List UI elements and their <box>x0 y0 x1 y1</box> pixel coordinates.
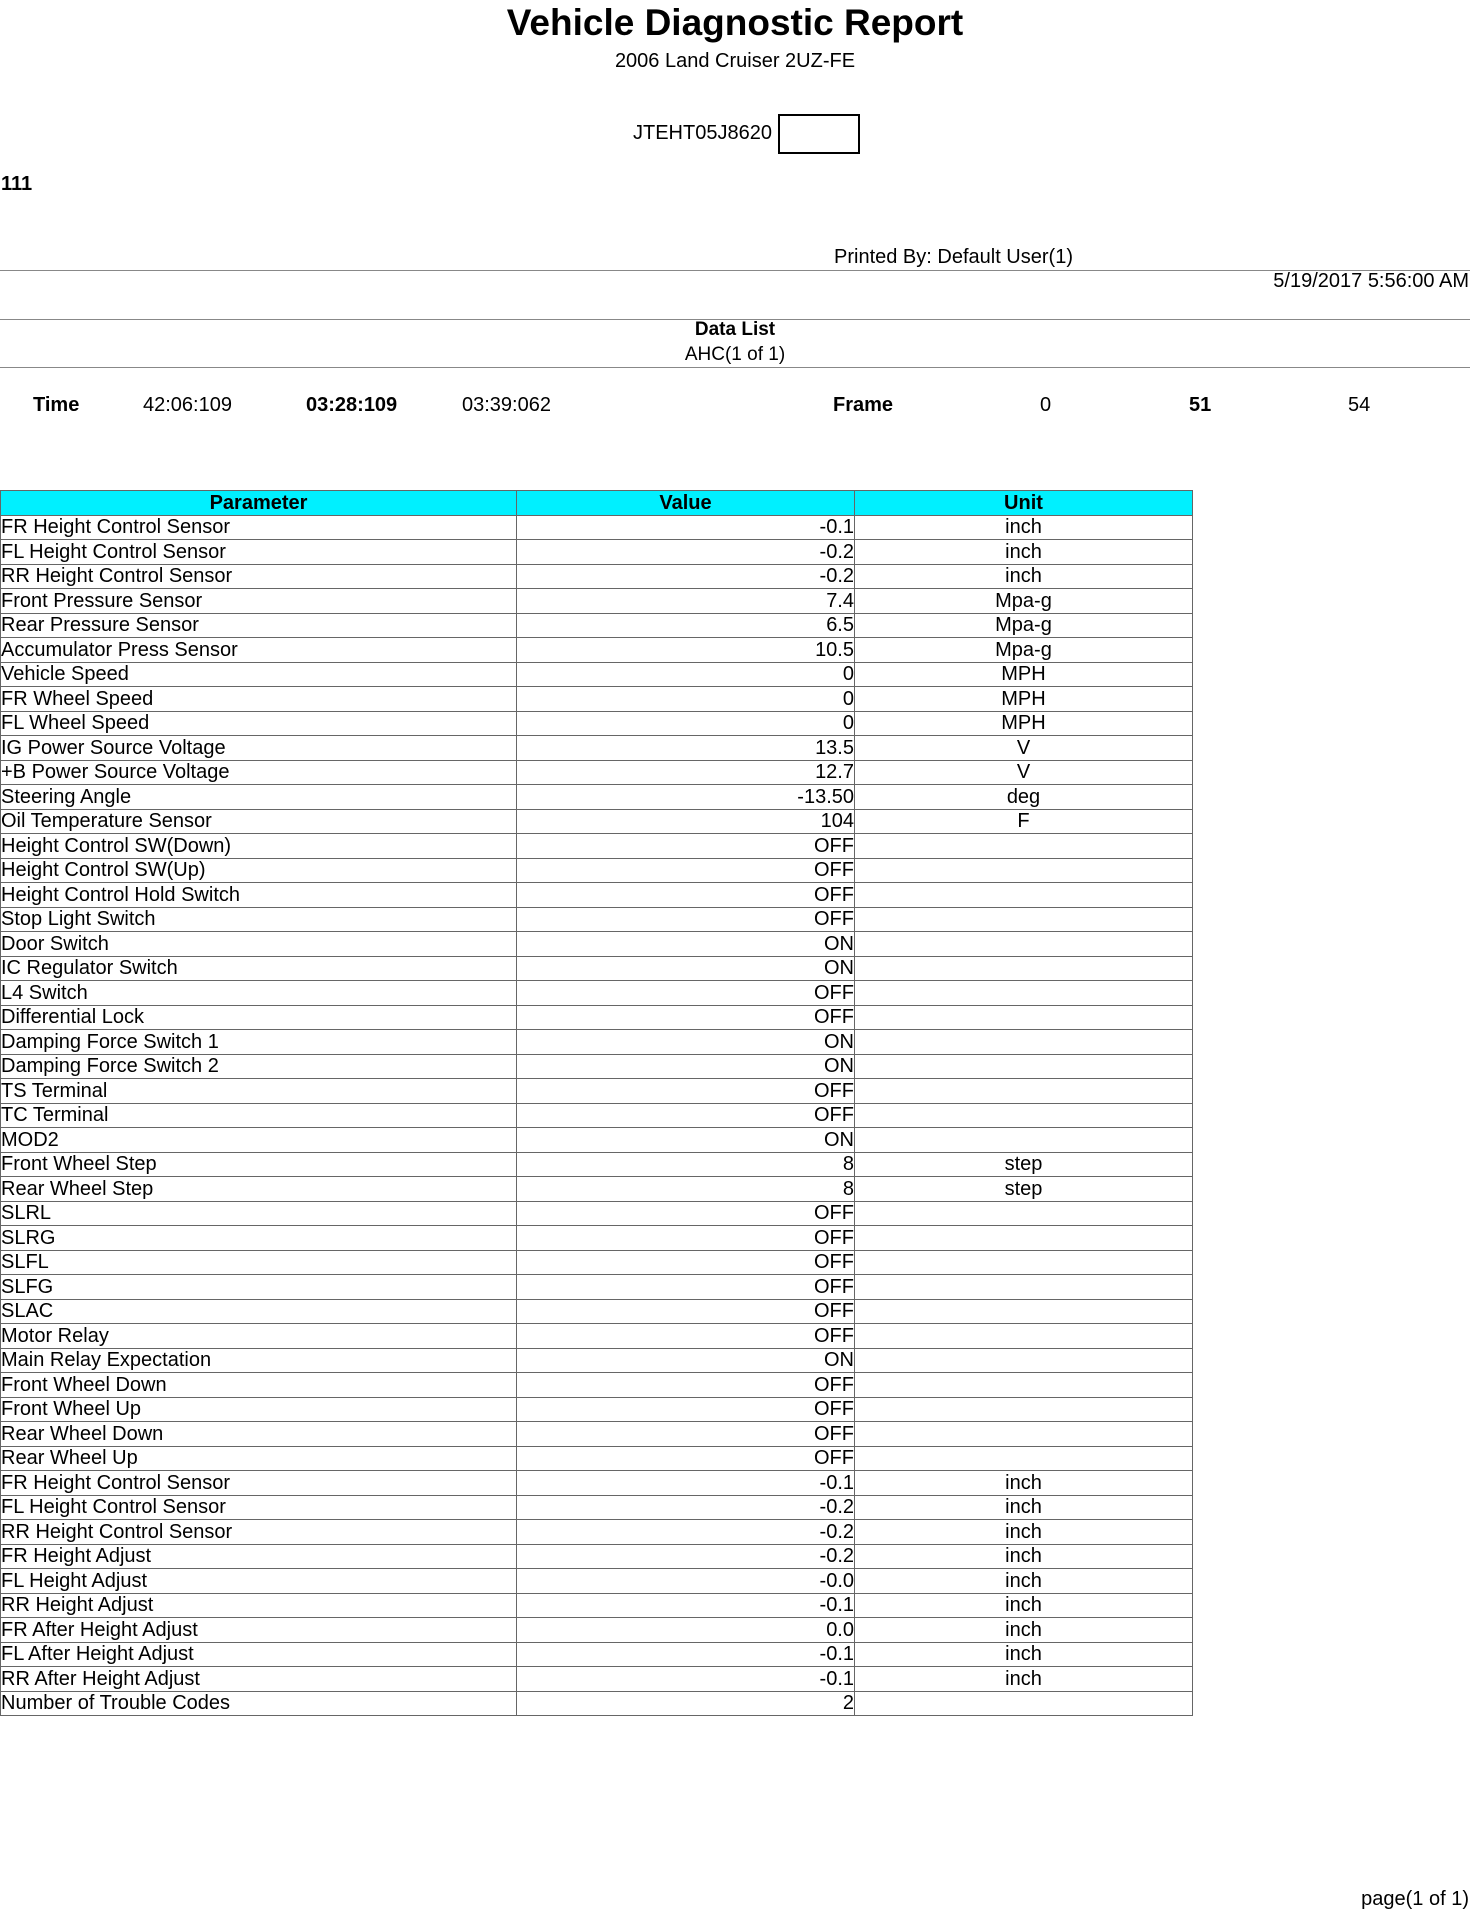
value-cell: ON <box>517 956 855 981</box>
value-cell: 12.7 <box>517 760 855 785</box>
value-cell: OFF <box>517 1422 855 1447</box>
parameter-cell: Height Control SW(Up) <box>1 858 517 883</box>
parameter-cell: MOD2 <box>1 1128 517 1153</box>
parameter-cell: TS Terminal <box>1 1079 517 1104</box>
value-cell: 6.5 <box>517 613 855 638</box>
value-cell: OFF <box>517 1299 855 1324</box>
parameter-cell: Number of Trouble Codes <box>1 1691 517 1716</box>
value-cell: OFF <box>517 1275 855 1300</box>
table-row <box>1 834 1193 859</box>
value-cell: -0.2 <box>517 1520 855 1545</box>
unit-cell: V <box>855 736 1193 761</box>
unit-cell <box>855 1275 1193 1300</box>
unit-cell: inch <box>855 1569 1193 1594</box>
unit-cell <box>855 932 1193 957</box>
parameter-cell: Rear Wheel Down <box>1 1422 517 1447</box>
parameter-cell: Front Wheel Up <box>1 1397 517 1422</box>
value-cell: OFF <box>517 1324 855 1349</box>
parameter-cell: Differential Lock <box>1 1005 517 1030</box>
divider <box>0 270 1470 271</box>
unit-cell: Mpa-g <box>855 638 1193 663</box>
unit-cell <box>855 1103 1193 1128</box>
value-cell: OFF <box>517 1005 855 1030</box>
parameter-cell: FL Height Adjust <box>1 1569 517 1594</box>
value-cell: 0 <box>517 662 855 687</box>
table-row <box>1 1177 1193 1202</box>
value-cell: OFF <box>517 883 855 908</box>
value-cell: 0 <box>517 711 855 736</box>
unit-cell: F <box>855 809 1193 834</box>
unit-cell <box>855 1299 1193 1324</box>
parameter-cell: SLFL <box>1 1250 517 1275</box>
parameter-cell: SLRL <box>1 1201 517 1226</box>
table-row <box>1 1422 1193 1447</box>
section-title: Data List <box>694 319 776 340</box>
table-header-row <box>1 491 1193 516</box>
unit-cell <box>855 1128 1193 1153</box>
table-row <box>1 1103 1193 1128</box>
unit-cell <box>855 1324 1193 1349</box>
table-row <box>1 1128 1193 1153</box>
frame-value-start: 0 <box>1040 394 1052 416</box>
parameter-cell: SLAC <box>1 1299 517 1324</box>
vin-redaction-box <box>778 114 860 154</box>
parameter-cell: FR Height Control Sensor <box>1 515 517 540</box>
parameter-cell: SLRG <box>1 1226 517 1251</box>
table-row <box>1 736 1193 761</box>
parameter-cell: FR Height Adjust <box>1 1544 517 1569</box>
parameter-cell: L4 Switch <box>1 981 517 1006</box>
table-row <box>1 1618 1193 1643</box>
value-cell: 8 <box>517 1177 855 1202</box>
table-row <box>1 515 1193 540</box>
table-row <box>1 785 1193 810</box>
table-row <box>1 858 1193 883</box>
value-cell: OFF <box>517 1201 855 1226</box>
table-row <box>1 1079 1193 1104</box>
unit-cell <box>855 1422 1193 1447</box>
unit-cell: inch <box>855 1544 1193 1569</box>
parameter-cell: Stop Light Switch <box>1 907 517 932</box>
value-cell: -0.2 <box>517 540 855 565</box>
data-list-table <box>0 490 1193 1716</box>
unit-cell <box>855 1373 1193 1398</box>
unit-cell: Mpa-g <box>855 589 1193 614</box>
vehicle-model: 2006 Land Cruiser 2UZ-FE <box>614 50 856 72</box>
frame-value-current: 51 <box>1189 394 1212 416</box>
frame-value-end: 54 <box>1348 394 1371 416</box>
time-value-current: 03:28:109 <box>306 394 398 416</box>
unit-cell <box>855 1226 1193 1251</box>
parameter-cell: SLFG <box>1 1275 517 1300</box>
parameter-cell: Motor Relay <box>1 1324 517 1349</box>
value-cell: 104 <box>517 809 855 834</box>
parameter-cell: RR Height Adjust <box>1 1593 517 1618</box>
unit-cell <box>855 1005 1193 1030</box>
value-cell: 10.5 <box>517 638 855 663</box>
value-cell: -0.1 <box>517 1593 855 1618</box>
frame-label: Frame <box>833 394 894 416</box>
parameter-cell: TC Terminal <box>1 1103 517 1128</box>
table-row <box>1 1397 1193 1422</box>
record-id: 111 <box>1 173 33 195</box>
parameter-cell: +B Power Source Voltage <box>1 760 517 785</box>
parameter-cell: RR After Height Adjust <box>1 1667 517 1692</box>
table-row <box>1 1275 1193 1300</box>
table-row <box>1 883 1193 908</box>
value-cell: ON <box>517 1348 855 1373</box>
parameter-cell: FR After Height Adjust <box>1 1618 517 1643</box>
table-row <box>1 540 1193 565</box>
parameter-cell: Rear Pressure Sensor <box>1 613 517 638</box>
table-row <box>1 1446 1193 1471</box>
section-subtitle: AHC(1 of 1) <box>684 344 786 365</box>
unit-cell: inch <box>855 1618 1193 1643</box>
parameter-cell: IC Regulator Switch <box>1 956 517 981</box>
value-cell: 13.5 <box>517 736 855 761</box>
unit-cell <box>855 1397 1193 1422</box>
unit-cell: step <box>855 1152 1193 1177</box>
unit-cell: inch <box>855 1667 1193 1692</box>
unit-cell: MPH <box>855 687 1193 712</box>
value-cell: 7.4 <box>517 589 855 614</box>
unit-cell: V <box>855 760 1193 785</box>
printed-by: Printed By: Default User(1) <box>834 246 1073 268</box>
value-cell: OFF <box>517 1079 855 1104</box>
unit-cell <box>855 1054 1193 1079</box>
unit-cell <box>855 834 1193 859</box>
table-row <box>1 1226 1193 1251</box>
unit-cell <box>855 956 1193 981</box>
table-row <box>1 589 1193 614</box>
table-row <box>1 1642 1193 1667</box>
page-number: page(1 of 1) <box>1361 1888 1469 1910</box>
unit-cell: inch <box>855 1471 1193 1496</box>
column-header-value: Value <box>517 491 855 516</box>
value-cell: -0.1 <box>517 1667 855 1692</box>
report-title: Vehicle Diagnostic Report <box>506 2 964 43</box>
parameter-cell: Height Control Hold Switch <box>1 883 517 908</box>
unit-cell <box>855 1201 1193 1226</box>
value-cell: OFF <box>517 1250 855 1275</box>
parameter-cell: Accumulator Press Sensor <box>1 638 517 663</box>
table-row <box>1 711 1193 736</box>
unit-cell <box>855 1030 1193 1055</box>
table-row <box>1 1152 1193 1177</box>
table-row <box>1 687 1193 712</box>
value-cell: 2 <box>517 1691 855 1716</box>
table-row <box>1 932 1193 957</box>
table-row <box>1 907 1193 932</box>
value-cell: OFF <box>517 1446 855 1471</box>
value-cell: 0 <box>517 687 855 712</box>
parameter-cell: RR Height Control Sensor <box>1 564 517 589</box>
column-header-unit: Unit <box>855 491 1193 516</box>
parameter-cell: FL Height Control Sensor <box>1 1495 517 1520</box>
table-row <box>1 1520 1193 1545</box>
unit-cell: inch <box>855 515 1193 540</box>
parameter-cell: Damping Force Switch 1 <box>1 1030 517 1055</box>
value-cell: -0.1 <box>517 1471 855 1496</box>
unit-cell <box>855 1079 1193 1104</box>
unit-cell: inch <box>855 1520 1193 1545</box>
parameter-cell: FL After Height Adjust <box>1 1642 517 1667</box>
table-row <box>1 1667 1193 1692</box>
value-cell: -0.2 <box>517 564 855 589</box>
unit-cell: deg <box>855 785 1193 810</box>
parameter-cell: RR Height Control Sensor <box>1 1520 517 1545</box>
table-row <box>1 809 1193 834</box>
value-cell: ON <box>517 1054 855 1079</box>
table-row <box>1 1005 1193 1030</box>
value-cell: -0.1 <box>517 515 855 540</box>
value-cell: OFF <box>517 858 855 883</box>
unit-cell: inch <box>855 1642 1193 1667</box>
divider <box>0 367 1470 368</box>
parameter-cell: Damping Force Switch 2 <box>1 1054 517 1079</box>
table-row <box>1 1373 1193 1398</box>
table-row <box>1 1495 1193 1520</box>
column-header-parameter: Parameter <box>1 491 517 516</box>
table-row <box>1 613 1193 638</box>
table-row <box>1 638 1193 663</box>
table-row <box>1 1348 1193 1373</box>
report-date: 5/19/2017 5:56:00 AM <box>1273 270 1469 292</box>
parameter-cell: FR Wheel Speed <box>1 687 517 712</box>
unit-cell <box>855 858 1193 883</box>
unit-cell: MPH <box>855 662 1193 687</box>
unit-cell <box>855 1691 1193 1716</box>
value-cell: OFF <box>517 1103 855 1128</box>
value-cell: -0.0 <box>517 1569 855 1594</box>
value-cell: -0.2 <box>517 1544 855 1569</box>
time-label: Time <box>33 394 80 416</box>
value-cell: -0.2 <box>517 1495 855 1520</box>
unit-cell <box>855 907 1193 932</box>
parameter-cell: FR Height Control Sensor <box>1 1471 517 1496</box>
value-cell: 8 <box>517 1152 855 1177</box>
unit-cell <box>855 981 1193 1006</box>
parameter-cell: IG Power Source Voltage <box>1 736 517 761</box>
table-row <box>1 1544 1193 1569</box>
parameter-cell: Front Pressure Sensor <box>1 589 517 614</box>
time-value-end: 03:39:062 <box>462 394 551 416</box>
time-value-start: 42:06:109 <box>143 394 232 416</box>
unit-cell: Mpa-g <box>855 613 1193 638</box>
unit-cell: step <box>855 1177 1193 1202</box>
parameter-cell: FL Height Control Sensor <box>1 540 517 565</box>
unit-cell: inch <box>855 564 1193 589</box>
value-cell: ON <box>517 1030 855 1055</box>
unit-cell: inch <box>855 1495 1193 1520</box>
unit-cell <box>855 883 1193 908</box>
unit-cell <box>855 1348 1193 1373</box>
table-row <box>1 1593 1193 1618</box>
value-cell: OFF <box>517 907 855 932</box>
value-cell: ON <box>517 932 855 957</box>
parameter-cell: Front Wheel Down <box>1 1373 517 1398</box>
value-cell: 0.0 <box>517 1618 855 1643</box>
table-row <box>1 1324 1193 1349</box>
parameter-cell: Height Control SW(Down) <box>1 834 517 859</box>
vin-number: JTEHT05J8620 <box>633 122 772 144</box>
table-row <box>1 1691 1193 1716</box>
parameter-cell: Steering Angle <box>1 785 517 810</box>
parameter-cell: Rear Wheel Step <box>1 1177 517 1202</box>
table-row <box>1 564 1193 589</box>
unit-cell <box>855 1250 1193 1275</box>
value-cell: ON <box>517 1128 855 1153</box>
table-row <box>1 1471 1193 1496</box>
value-cell: OFF <box>517 834 855 859</box>
table-row <box>1 760 1193 785</box>
table-row <box>1 1201 1193 1226</box>
unit-cell: inch <box>855 1593 1193 1618</box>
table-row <box>1 1250 1193 1275</box>
parameter-cell: Main Relay Expectation <box>1 1348 517 1373</box>
unit-cell: MPH <box>855 711 1193 736</box>
parameter-cell: Door Switch <box>1 932 517 957</box>
unit-cell <box>855 1446 1193 1471</box>
value-cell: -13.50 <box>517 785 855 810</box>
parameter-cell: Vehicle Speed <box>1 662 517 687</box>
unit-cell: inch <box>855 540 1193 565</box>
value-cell: OFF <box>517 1226 855 1251</box>
table-row <box>1 1030 1193 1055</box>
value-cell: OFF <box>517 1397 855 1422</box>
parameter-cell: FL Wheel Speed <box>1 711 517 736</box>
table-row <box>1 1299 1193 1324</box>
value-cell: OFF <box>517 1373 855 1398</box>
parameter-cell: Rear Wheel Up <box>1 1446 517 1471</box>
parameter-cell: Front Wheel Step <box>1 1152 517 1177</box>
value-cell: -0.1 <box>517 1642 855 1667</box>
value-cell: OFF <box>517 981 855 1006</box>
table-row <box>1 956 1193 981</box>
parameter-cell: Oil Temperature Sensor <box>1 809 517 834</box>
table-row <box>1 1569 1193 1594</box>
table-row <box>1 981 1193 1006</box>
table-row <box>1 662 1193 687</box>
table-row <box>1 1054 1193 1079</box>
